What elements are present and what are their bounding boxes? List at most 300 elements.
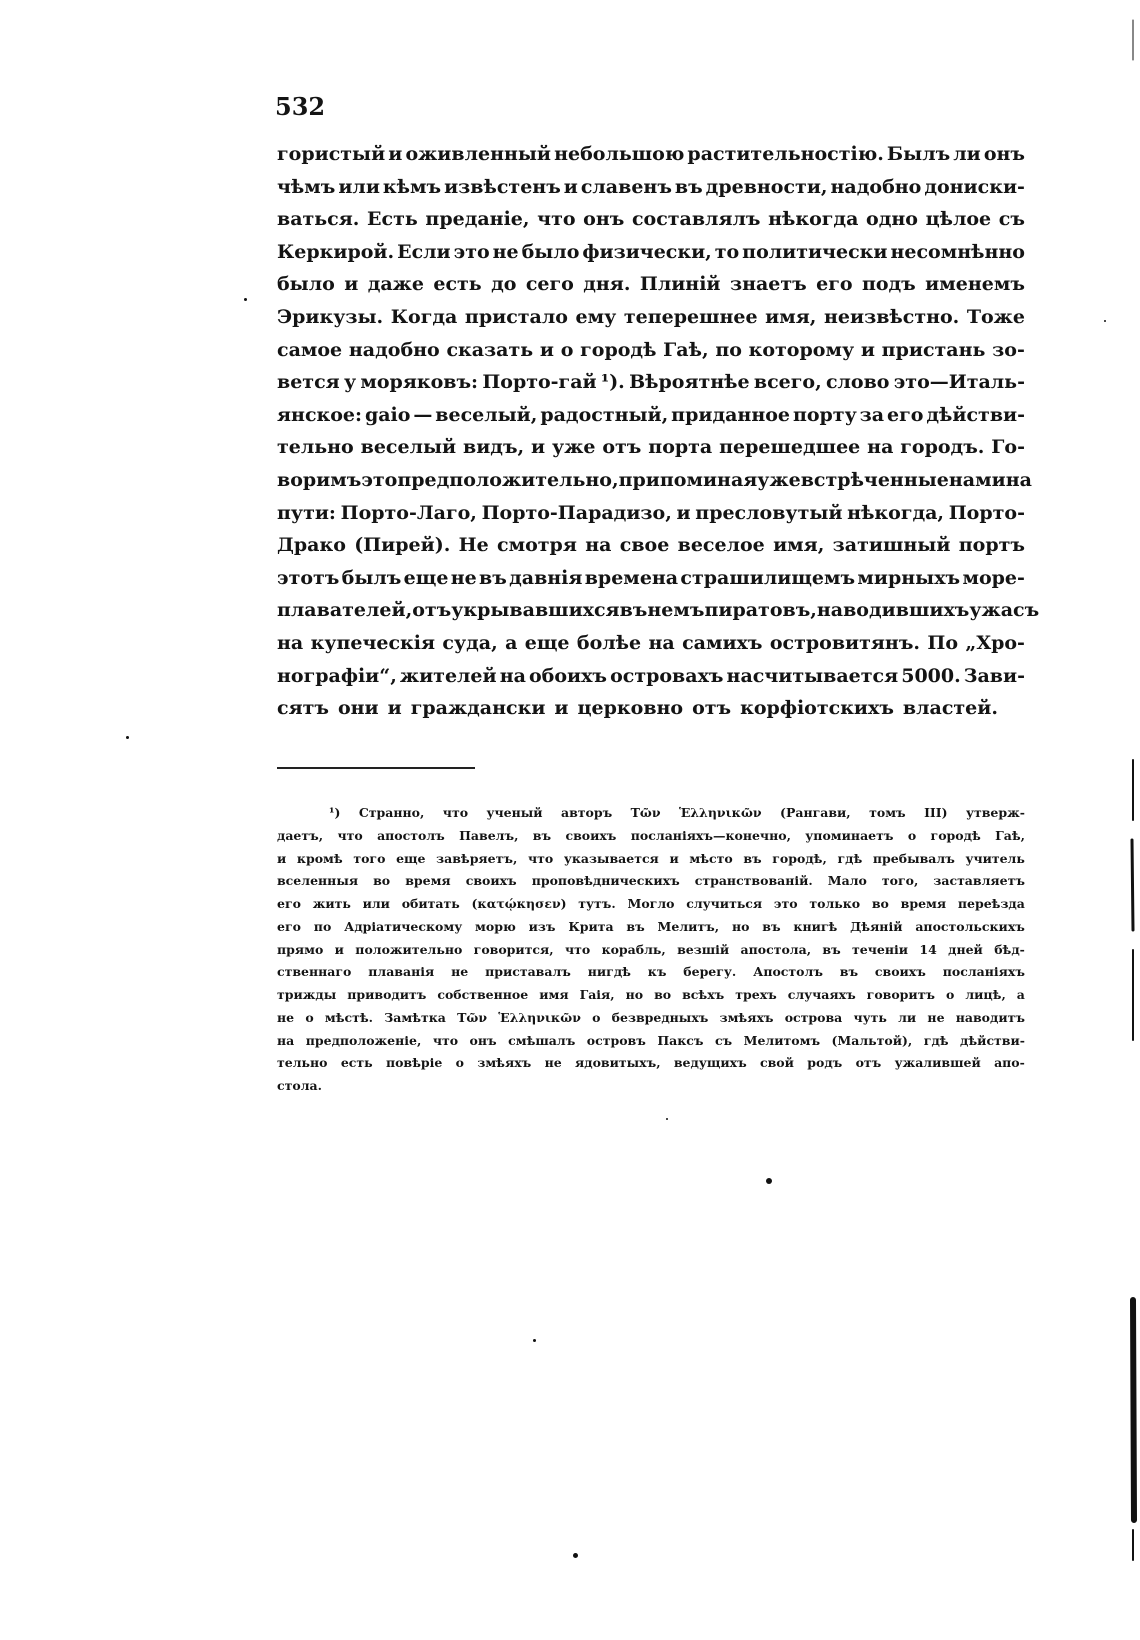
scan-speck: [666, 1118, 668, 1120]
word: Адріатическому: [344, 918, 463, 934]
word: плавателей,: [277, 599, 413, 622]
word: даетъ,: [277, 827, 324, 843]
word: на: [499, 664, 526, 687]
word: мирныхъ: [857, 566, 961, 589]
word: въ: [762, 918, 781, 934]
word: слово: [825, 371, 890, 394]
word: (Мальтой),: [831, 1032, 913, 1048]
word: Мало: [827, 873, 867, 889]
word: страшилищемъ: [680, 566, 856, 589]
word: отъ: [412, 599, 452, 622]
word: его: [277, 918, 301, 934]
word: посланіяхъ: [942, 964, 1025, 980]
word: съ: [714, 1032, 733, 1048]
word: къ: [647, 964, 667, 980]
word: дѣйстви-: [926, 403, 1025, 426]
word: Когда: [390, 305, 458, 328]
footnote-line: [277, 1007, 1025, 1030]
word: самое: [277, 338, 343, 361]
word: сего: [525, 273, 574, 296]
word: портъ: [958, 534, 1025, 557]
word: и: [676, 501, 691, 524]
word: нографіи“,: [277, 664, 397, 687]
word: на: [1005, 468, 1032, 491]
word: неизвѣстно.: [823, 305, 960, 328]
word: Ἑλληνικῶν: [678, 805, 762, 820]
word: нѣкогда,: [847, 501, 945, 524]
word: утверж-: [965, 805, 1025, 820]
word: есть: [433, 273, 482, 296]
word: Вѣроятнѣе: [629, 371, 750, 394]
word: III): [924, 805, 948, 820]
word: что: [527, 850, 554, 866]
word: Гаѣ,: [663, 338, 709, 361]
word: его: [887, 403, 924, 426]
word: теперешнее: [623, 305, 758, 328]
word: морю: [475, 918, 516, 934]
word: растительностію.: [687, 143, 884, 165]
word: Могло: [627, 896, 675, 911]
word: было: [277, 273, 335, 296]
word: знаетъ: [729, 273, 807, 296]
word: дониски-: [924, 175, 1025, 198]
word: именемъ: [925, 273, 1025, 296]
word: (Пирей).: [354, 534, 451, 557]
word: время: [405, 873, 451, 889]
word: о: [946, 987, 955, 1002]
text-line: [277, 236, 1025, 269]
word: сятъ: [277, 697, 329, 720]
word: на: [585, 534, 612, 557]
word: того,: [881, 873, 919, 889]
word: ¹): [329, 805, 341, 820]
word: —: [413, 403, 433, 426]
word: и: [539, 338, 554, 361]
word: и: [388, 143, 403, 165]
word: Паксъ: [657, 1032, 704, 1048]
word: ли: [953, 143, 981, 165]
text-line: [277, 268, 1025, 301]
word: купеческія: [310, 631, 436, 654]
word: уже: [552, 436, 596, 459]
scan-speck: [1104, 320, 1106, 322]
word: Не: [458, 534, 489, 557]
scan-speck: [573, 1553, 578, 1558]
word: ваться.: [277, 208, 360, 231]
word: янское:: [277, 403, 363, 426]
word: воримъ: [277, 468, 362, 491]
main-paragraph: [277, 138, 1040, 725]
word: смѣшалъ: [508, 1032, 576, 1048]
word: странствованій.: [694, 873, 813, 889]
word: Порто-Парадизо,: [481, 501, 672, 524]
word: порта: [648, 436, 713, 459]
word: имя: [539, 987, 569, 1002]
word: моряковъ:: [360, 371, 479, 394]
word: граждански: [410, 697, 546, 720]
word: море-: [962, 566, 1025, 589]
scan-binding-edge: [1128, 0, 1138, 1640]
text-line: [277, 464, 1032, 497]
word: отъ: [602, 436, 642, 459]
word: одно: [866, 208, 918, 231]
word: насчитывается: [726, 664, 899, 687]
word: давнія: [509, 566, 583, 589]
word: зо-: [992, 338, 1025, 361]
word: имя,: [765, 305, 817, 328]
word: ему: [575, 305, 617, 328]
word: припоминая: [618, 468, 758, 491]
word: ученый: [486, 805, 543, 820]
word: Странно,: [358, 805, 425, 820]
word: апостольскихъ: [915, 918, 1025, 934]
word: пребывалъ: [872, 850, 955, 866]
word: завѣряетъ,: [436, 850, 518, 866]
word: „Хро-: [965, 631, 1025, 654]
word: плаванія: [368, 964, 435, 980]
word: Есть: [367, 208, 418, 231]
word: веселый: [360, 436, 457, 459]
word: нѣкогда: [768, 208, 859, 231]
word: предположительно,: [397, 468, 619, 491]
word: городѣ: [930, 827, 981, 843]
word: Го-: [991, 436, 1025, 459]
footnote-line: [277, 893, 1025, 916]
word: встрѣченные: [800, 468, 949, 491]
word: наводитъ: [955, 1009, 1025, 1025]
word: радостный,: [540, 403, 669, 426]
word: о: [305, 1009, 314, 1025]
word: затишный: [832, 534, 951, 557]
word: о: [907, 827, 917, 843]
word: Драко: [277, 534, 346, 557]
word: или: [362, 896, 390, 911]
word: городѣ,: [772, 850, 827, 866]
word: во: [654, 987, 672, 1002]
word: это: [453, 240, 490, 263]
word: лицѣ,: [965, 987, 1006, 1002]
word: пиратовъ,: [704, 599, 817, 622]
word: изъ: [528, 918, 556, 934]
word: того: [353, 850, 386, 866]
word: еще: [403, 566, 449, 589]
word: Порто-гай: [482, 371, 597, 394]
word: свое: [619, 534, 670, 557]
word: Τῶν: [457, 1009, 488, 1025]
word: Павелъ,: [459, 827, 519, 843]
word: книгѣ: [793, 918, 838, 934]
word: и: [531, 436, 546, 459]
word: Дѣяній: [850, 918, 903, 934]
word: пристань: [881, 338, 986, 361]
word: по: [313, 918, 332, 934]
word: свой: [760, 1055, 794, 1071]
word: что: [564, 941, 591, 957]
word: вселенныя: [277, 873, 359, 889]
page-number: 532: [275, 92, 326, 121]
word: предположеніе,: [305, 1032, 422, 1048]
text-line: [277, 431, 1025, 464]
word: его: [816, 273, 853, 296]
word: своихъ: [874, 964, 926, 980]
word: имя,: [773, 534, 825, 557]
word: своихъ: [465, 873, 517, 889]
word: кромѣ: [296, 850, 343, 866]
word: безвредныхъ: [611, 1009, 709, 1025]
word: гдѣ: [837, 850, 863, 866]
word: всѣхъ: [682, 987, 725, 1002]
scan-speck: [533, 1339, 536, 1342]
word: всего,: [753, 371, 822, 394]
word: и: [554, 697, 569, 720]
word: указывается: [563, 850, 659, 866]
word: дѣйстви-: [960, 1032, 1025, 1048]
word: которому: [748, 338, 855, 361]
word: корфіотскихъ: [740, 697, 894, 720]
word: приводитъ: [347, 987, 427, 1002]
word: тутъ.: [578, 896, 616, 911]
word: не: [544, 1055, 562, 1071]
word: славенъ: [580, 175, 672, 198]
word: тельно: [277, 436, 354, 459]
word: (Рангави,: [780, 805, 851, 820]
word: нигдѣ: [587, 964, 631, 980]
word: на: [277, 1032, 295, 1048]
word: авторъ: [560, 805, 613, 820]
word: трижды: [277, 987, 337, 1002]
word: ведущихъ: [673, 1055, 747, 1071]
word: ¹).: [600, 371, 625, 394]
word: цѣлое: [925, 208, 992, 231]
word: онъ: [583, 208, 625, 231]
footnote-block: [277, 802, 1025, 1098]
word: Замѣтка: [384, 1009, 446, 1025]
word: то: [714, 240, 740, 263]
word: не: [451, 964, 469, 980]
word: обитать: [401, 896, 460, 911]
word: наводившихъ: [816, 599, 970, 622]
word: немъ: [647, 599, 705, 622]
word: пути:: [277, 501, 336, 524]
word: пресловутый: [695, 501, 843, 524]
footnote-line: [277, 939, 1025, 962]
word: апостолъ: [377, 827, 445, 843]
word: бѣд-: [994, 941, 1025, 957]
word: что: [442, 805, 469, 820]
word: физически,: [582, 240, 712, 263]
word: онъ: [469, 1032, 497, 1048]
text-line: [277, 692, 1025, 725]
word: ужасъ: [969, 599, 1040, 622]
word: повѣріе: [385, 1055, 443, 1071]
word: корабль,: [601, 941, 666, 957]
word: Керкирой.: [277, 240, 395, 263]
word: острова: [784, 1009, 843, 1025]
word: отъ: [855, 1055, 882, 1071]
word: не: [277, 1009, 295, 1025]
word: и: [277, 850, 287, 866]
word: Порто-: [948, 501, 1025, 524]
word: ли: [898, 1009, 917, 1025]
word: Ἑλληνικῶν: [498, 1009, 581, 1025]
word: Гаѣ,: [995, 827, 1025, 843]
text-line: [277, 334, 1025, 367]
footnote-line: [277, 1030, 1025, 1053]
word: укрывавшихся: [451, 599, 620, 622]
word: жить: [312, 896, 351, 911]
word: (κατῴκησεν): [471, 896, 567, 911]
word: переѣзда: [957, 896, 1025, 911]
word: и: [334, 941, 344, 957]
word: островитянъ.: [769, 631, 921, 654]
word: сказать: [446, 338, 534, 361]
word: кѣмъ: [382, 175, 442, 198]
word: до: [491, 273, 517, 296]
word: о: [455, 1055, 465, 1071]
word: заставляетъ: [933, 873, 1025, 889]
word: стола.: [277, 1078, 322, 1093]
word: извѣстенъ: [444, 175, 561, 198]
word: въ: [479, 566, 507, 589]
word: а: [505, 631, 518, 654]
word: островъ: [586, 1032, 646, 1048]
word: его: [277, 896, 301, 911]
word: во: [373, 873, 391, 889]
word: время: [900, 896, 947, 911]
word: дня.: [583, 273, 631, 296]
word: Апостолъ: [753, 964, 823, 980]
word: въ: [532, 827, 552, 843]
word: учитель: [965, 850, 1025, 866]
word: Если: [397, 240, 451, 263]
footnote-line: [277, 848, 1025, 871]
word: еще: [524, 631, 570, 654]
text-line: [277, 138, 1025, 171]
word: составлялъ: [631, 208, 761, 231]
word: городѣ: [580, 338, 657, 361]
word: 5000.: [901, 664, 961, 687]
word: Эрикузы.: [277, 305, 384, 328]
word: о: [560, 338, 574, 361]
word: обоихъ: [528, 664, 607, 687]
footnote-line: [277, 1052, 1025, 1075]
word: томъ: [869, 805, 906, 820]
word: приставалъ: [485, 964, 571, 980]
word: онъ: [983, 143, 1025, 165]
word: преданіе,: [425, 208, 530, 231]
word: на: [648, 631, 675, 654]
word: это—Италь-: [893, 371, 1025, 394]
word: По: [927, 631, 959, 654]
word: перешедшее: [719, 436, 861, 459]
word: или: [338, 175, 380, 198]
word: берегу.: [683, 964, 737, 980]
word: было: [521, 240, 580, 263]
word: а: [1016, 987, 1025, 1002]
word: церковно: [577, 697, 684, 720]
word: Порто-Лаго,: [340, 501, 477, 524]
word: мѣстѣ.: [324, 1009, 374, 1025]
word: Плиній: [639, 273, 721, 296]
word: оживленный: [405, 143, 552, 165]
word: есть: [340, 1055, 373, 1071]
word: 14: [919, 941, 937, 957]
word: Мелитъ,: [657, 918, 720, 934]
word: былъ: [341, 566, 402, 589]
word: случаяхъ: [787, 987, 856, 1002]
word: въ: [619, 599, 648, 622]
word: Былъ: [886, 143, 951, 165]
word: въ: [626, 918, 645, 934]
word: пристало: [464, 305, 568, 328]
word: надобно: [830, 175, 922, 198]
scan-speck: [766, 1178, 772, 1184]
word: самихъ: [682, 631, 763, 654]
word: за: [859, 403, 885, 426]
footnote-line: [277, 984, 1025, 1007]
word: положительно: [355, 941, 463, 957]
word: змѣяхъ: [477, 1055, 532, 1071]
word: своихъ: [565, 827, 617, 843]
word: веселое: [677, 534, 765, 557]
word: апостола,: [740, 941, 812, 957]
word: этотъ: [277, 566, 340, 589]
word: мѣсто: [689, 850, 733, 866]
word: и: [860, 338, 875, 361]
word: даже: [367, 273, 424, 296]
word: веселый,: [435, 403, 538, 426]
word: Тоже: [966, 305, 1025, 328]
word: порту: [792, 403, 857, 426]
word: змѣяхъ: [719, 1009, 774, 1025]
word: тельно: [277, 1055, 328, 1071]
word: говоритъ: [866, 987, 936, 1002]
word: это: [361, 468, 398, 491]
footnote-line: [277, 916, 1025, 939]
footnote-line: [277, 1075, 1025, 1098]
word: но: [625, 987, 644, 1002]
word: собственное: [437, 987, 529, 1002]
word: чѣмъ: [277, 175, 336, 198]
word: говорится,: [473, 941, 554, 957]
text-line: [277, 660, 1025, 693]
word: они: [337, 697, 379, 720]
word: прямо: [277, 941, 324, 957]
word: болѣе: [576, 631, 642, 654]
footnote-divider: [277, 767, 475, 769]
word: проповѣдническихъ: [531, 873, 680, 889]
word: времена: [584, 566, 679, 589]
word: приданное: [671, 403, 791, 426]
word: только: [809, 896, 861, 911]
word: съ: [998, 208, 1025, 231]
word: отъ: [692, 697, 732, 720]
footnote-line: [277, 870, 1025, 893]
word: что: [337, 827, 363, 843]
footnote-line: [277, 825, 1025, 848]
text-line: [277, 171, 1025, 204]
word: Мелитомъ: [743, 1032, 821, 1048]
word: властей.: [902, 697, 998, 720]
word: въ: [822, 941, 841, 957]
word: что: [537, 208, 576, 231]
word: надобно: [348, 338, 440, 361]
word: гористый: [277, 143, 386, 165]
word: ственнаго: [277, 964, 352, 980]
footnote-line: [277, 802, 1025, 825]
word: суда,: [442, 631, 498, 654]
word: Гаія,: [579, 987, 615, 1002]
